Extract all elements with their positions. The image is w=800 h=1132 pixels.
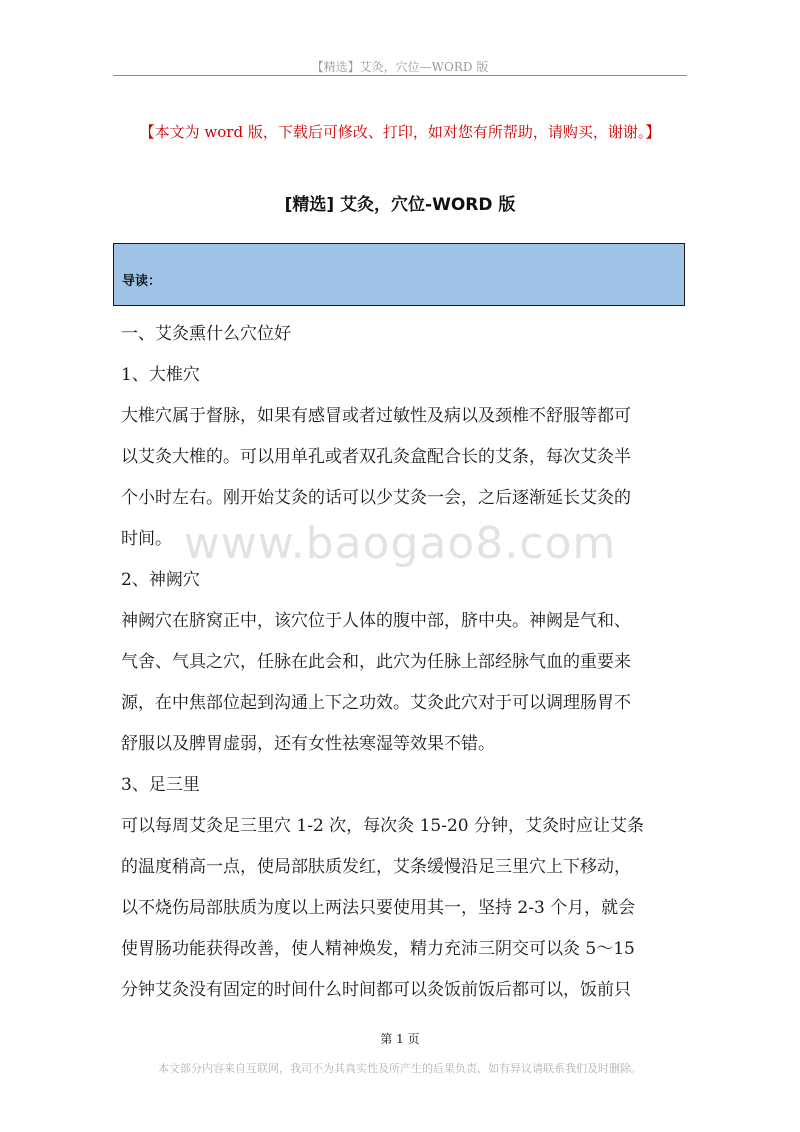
body-line: 分钟艾灸没有固定的时间什么时间都可以灸饭前饭后都可以，饭前只: [121, 980, 631, 1000]
intro-box: [113, 243, 685, 306]
body-line: 气舍、气具之穴，任脉在此会和，此穴为任脉上部经脉气血的重要来: [121, 652, 631, 672]
body-line: 个小时左右。刚开始艾灸的话可以少艾灸一会，之后逐渐延长艾灸的: [121, 488, 631, 508]
body-line: 以不烧伤局部肤质为度以上两法只要使用其一，坚持 2-3 个月，就会: [121, 898, 636, 918]
footer-disclaimer: 本文部分内容来自互联网，我司不为其真实性及所产生的后果负责，如有异议请联系我们及时删除。: [158, 1062, 642, 1075]
body-line: 使胃肠功能获得改善，使人精神焕发，精力充沛三阴交可以灸 5～15: [121, 939, 635, 959]
body-line: 源，在中焦部位起到沟通上下之功效。艾灸此穴对于可以调理肠胃不: [121, 693, 631, 713]
purchase-notice: 【本文为 word 版，下载后可修改、打印，如对您有所帮助，请购买，谢谢。】: [139, 123, 661, 141]
document-body: [121, 314, 687, 1011]
watermark: www.baogao8.com: [183, 518, 617, 569]
body-line: 舒服以及脾胃虚弱，还有女性祛寒湿等效果不错。: [121, 734, 495, 754]
body-line: 的温度稍高一点，使局部肤质发红，艾条缓慢沿足三里穴上下移动，: [121, 857, 631, 877]
body-line: 大椎穴属于督脉，如果有感冒或者过敏性及病以及颈椎不舒服等都可: [121, 406, 631, 426]
subheading-zusanli: 3、足三里: [121, 775, 200, 795]
section-heading: 一、艾灸熏什么穴位好: [121, 324, 291, 344]
subheading-shenque: 2、神阙穴: [121, 570, 200, 590]
body-line: 神阙穴在脐窝正中，该穴位于人体的腹中部，脐中央。神阙是气和、: [121, 611, 631, 631]
body-line: 可以每周艾灸足三里穴 1-2 次，每次灸 15-20 分钟，艾灸时应让艾条: [121, 816, 644, 836]
page-number: 第 1 页: [380, 1032, 420, 1046]
body-line: 以艾灸大椎的。可以用单孔或者双孔灸盒配合长的艾条，每次艾灸半: [121, 447, 631, 467]
header-divider: [113, 75, 687, 76]
document-title: [精选] 艾灸，穴位-WORD 版: [284, 195, 516, 215]
subheading-dazhui: 1、大椎穴: [121, 365, 200, 385]
intro-label: 导读：: [122, 274, 162, 289]
header-title: 【精选】艾灸，穴位—WORD 版: [311, 60, 489, 74]
body-line: 时间。: [121, 529, 172, 549]
